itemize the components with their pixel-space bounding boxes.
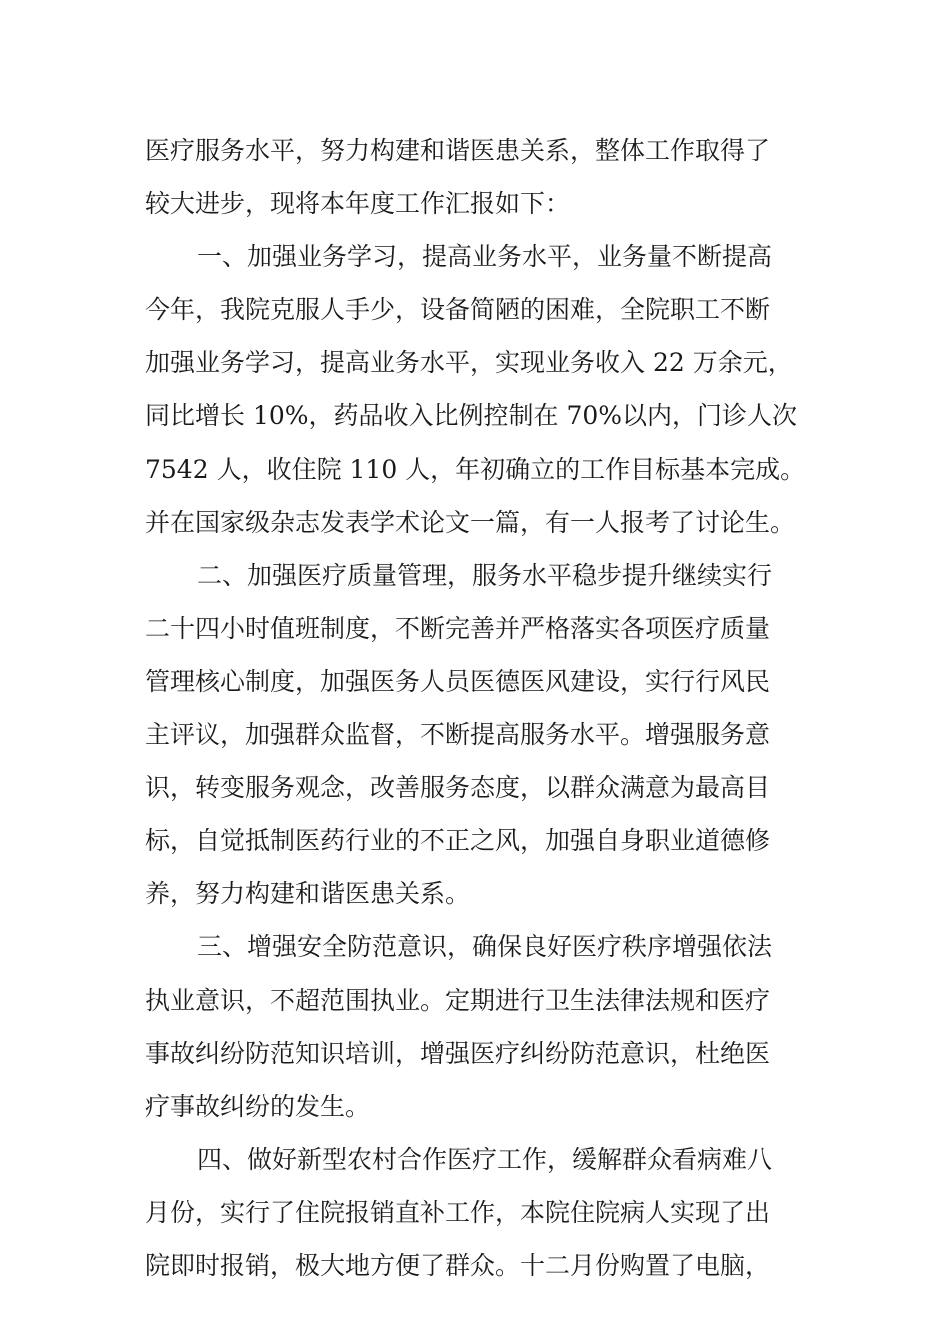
text-line: 较大进步，现将本年度工作汇报如下：: [145, 189, 571, 219]
text-line: 二十四小时值班制度，不断完善并严格落实各项医疗质量: [145, 613, 771, 643]
section-heading-line: 二、加强医疗质量管理，服务水平稳步提升继续实行: [197, 560, 773, 590]
text-line: 月份，实行了住院报销直补工作，本院住院病人实现了出: [145, 1197, 771, 1227]
text-line: 管理核心制度，加强医务人员医德医风建设，实行行风民: [145, 666, 771, 696]
text-line: 标，自觉抵制医药行业的不正之风，加强自身职业道德修: [145, 826, 771, 856]
text-line: 事故纠纷防范知识培训，增强医疗纠纷防范意识，杜绝医: [145, 1038, 771, 1068]
section-heading-line: 一、加强业务学习，提高业务水平，业务量不断提高: [197, 242, 773, 272]
text-line: 识，转变服务观念，改善服务态度，以群众满意为最高目: [145, 773, 771, 803]
text-line: 养，努力构建和谐医患关系。: [145, 879, 471, 909]
text-line: 并在国家级杂志发表学术论文一篇，有一人报考了讨论生。: [145, 507, 796, 537]
section-heading-line: 三、增强安全防范意识，确保良好医疗秩序增强依法: [197, 932, 773, 962]
text-line: 7542 人，收住院 110 人，年初确立的工作目标基本完成。: [145, 454, 806, 484]
text-line: 加强业务学习，提高业务水平，实现业务收入 22 万余元，: [145, 348, 793, 378]
section-heading-line: 四、做好新型农村合作医疗工作，缓解群众看病难八: [197, 1144, 773, 1174]
text-line: 医疗服务水平，努力构建和谐医患关系，整体工作取得了: [145, 136, 771, 165]
document-body: [145, 124, 825, 1292]
text-line: 主评议，加强群众监督，不断提高服务水平。增强服务意: [145, 720, 771, 750]
text-line: 院即时报销，极大地方便了群众。十二月份购置了电脑，: [145, 1250, 771, 1280]
text-line: 执业意识，不超范围执业。定期进行卫生法律法规和医疗: [145, 985, 771, 1015]
text-line: 今年，我院克服人手少，设备简陋的困难，全院职工不断: [145, 295, 771, 325]
text-line: 同比增长 10%，药品收入比例控制在 70%以内，门诊人次: [145, 401, 798, 431]
text-line: 疗事故纠纷的发生。: [145, 1091, 371, 1121]
